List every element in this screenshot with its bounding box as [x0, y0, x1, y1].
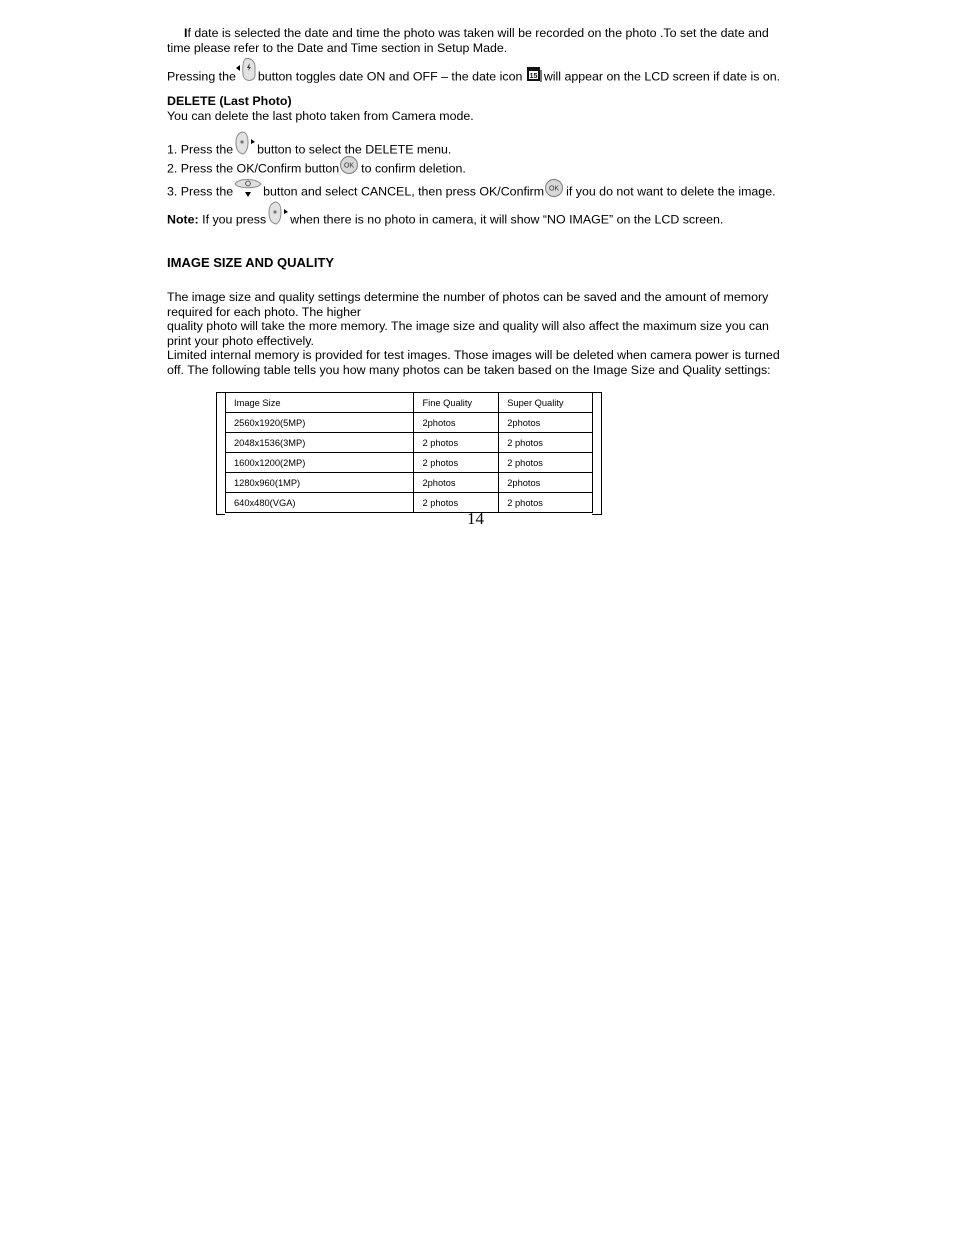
svg-text:OK: OK — [549, 185, 560, 193]
right-button-icon — [233, 130, 257, 156]
table-cell: 2 photos — [499, 453, 593, 473]
delete-intro: You can delete the last photo taken from Camera mode. — [167, 109, 474, 123]
image-size-paragraph-2: quality photo will take the more memory. The image size and quality will also affect the maximum size you can print your photo effectively. — [167, 319, 769, 348]
date-toggle-paragraph: Pressing the button toggles date ON and OFF – the date icon 15 will appear on the LCD screen if date is on. — [167, 64, 789, 90]
image-size-paragraph-3: Limited internal memory is provided for test images. Those images will be deleted when camera power is turned off. The following table tells you how many photos can be taken based on the Image Size and Quality settings: — [167, 348, 780, 377]
svg-text:OK: OK — [344, 162, 355, 170]
table-cell: 2560x1920(5MP) — [226, 413, 414, 433]
section-heading: IMAGE SIZE AND QUALITY — [167, 255, 335, 270]
table-cell: 2 photos — [499, 493, 593, 513]
table-cell: 640x480(VGA) — [226, 493, 414, 513]
table-row — [226, 473, 593, 493]
delete-note: Note: If you press when there is no photo in camera, it will show “NO IMAGE” on the LCD screen. — [167, 207, 789, 233]
table-cell: 2 photos — [414, 453, 499, 473]
date-icon — [526, 65, 544, 83]
left-flash-button-icon — [236, 57, 258, 83]
date-paragraph: If date is selected the date and time the photo was taken will be recorded on the photo .To set the date and time please refer to the Date and Time section in Setup Made. — [167, 26, 769, 55]
table-row — [226, 453, 593, 473]
table-row — [226, 433, 593, 453]
table-cell: 2 photos — [499, 433, 593, 453]
table-frame-right — [592, 392, 602, 515]
table-cell: 1280x960(1MP) — [226, 473, 414, 493]
table-cell: 2 photos — [414, 493, 499, 513]
table-row — [226, 493, 593, 513]
table-cell: 2048x1536(3MP) — [226, 433, 414, 453]
delete-step-3: 3. Press the button and select CANCEL, then press OK/Confirm OK if you do not want to delete the image. — [167, 181, 789, 203]
table-cell: 2 photos — [414, 433, 499, 453]
delete-step-1: 1. Press the button to select the DELETE menu. — [167, 137, 789, 163]
delete-step-2: 2. Press the OK/Confirm button OK to confirm deletion. — [167, 159, 789, 179]
down-button-icon — [233, 176, 263, 198]
ok-button-icon — [544, 178, 566, 198]
table-header-cell: Fine Quality — [414, 393, 499, 413]
page-number: 14 — [467, 509, 484, 528]
image-size-paragraph-1: The image size and quality settings determine the number of photos can be saved and the amount of memory required for each photo. The higher — [167, 290, 769, 319]
table-cell: 2photos — [414, 473, 499, 493]
ok-button-icon — [339, 155, 361, 175]
image-size-table — [225, 392, 593, 513]
svg-text:15: 15 — [529, 73, 538, 80]
table-header-row — [226, 393, 593, 413]
table-frame-left — [216, 392, 225, 515]
table-cell: 2photos — [414, 413, 499, 433]
table-row — [226, 413, 593, 433]
table-cell: 2photos — [499, 413, 593, 433]
table-header-cell: Super Quality — [499, 393, 593, 413]
right-button-icon — [266, 200, 290, 226]
table-cell: 2photos — [499, 473, 593, 493]
table-header-cell: Image Size — [226, 393, 414, 413]
table-cell: 1600x1200(2MP) — [226, 453, 414, 473]
delete-title: DELETE (Last Photo) — [167, 94, 292, 108]
